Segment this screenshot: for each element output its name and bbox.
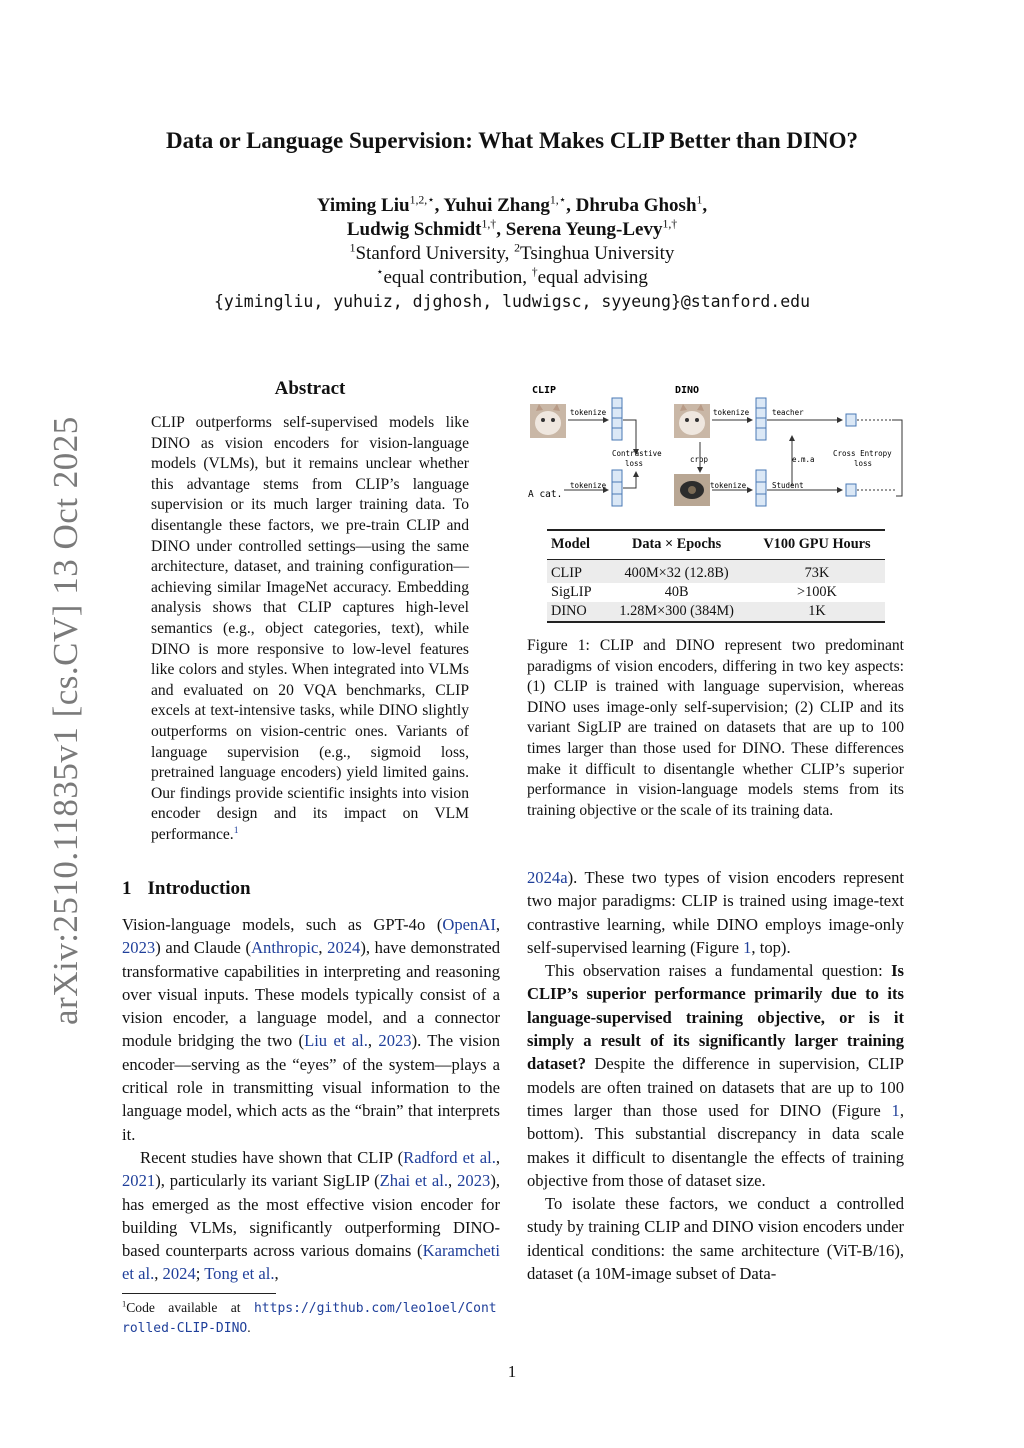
author-marks: 1,2,⋆ <box>409 193 435 207</box>
footnote-link[interactable]: 1 <box>233 824 239 836</box>
comparison-table <box>547 529 885 623</box>
citation-link[interactable]: 2023 <box>122 938 156 958</box>
student-tokens <box>756 470 766 506</box>
affil-mark: 2 <box>514 241 521 255</box>
text: ), have demonstrated transformative capabilities in interpreting and reasoning over visual inputs. These models typically consist of a vision encoder, a language model, and a connector module bridging the two ( <box>122 938 500 1051</box>
figure-ref-link[interactable]: 1 <box>891 1100 900 1120</box>
contrastive-label: Contrastive <box>612 449 662 458</box>
cross-entropy-label: Cross Entropy <box>833 449 892 458</box>
section-number: 1 <box>122 878 132 899</box>
table-row <box>547 583 885 602</box>
table-row <box>547 602 885 622</box>
table-header: Model <box>547 530 604 560</box>
text: Vision-language models, such as GPT-4o ( <box>122 915 443 934</box>
citation-link[interactable]: OpenAI <box>442 915 496 934</box>
footnote <box>122 1298 502 1338</box>
author-emails: {yimingliu, yuhuiz, djghosh, ludwigsc, syyeung}@stanford.edu <box>213 292 811 311</box>
table-cell: >100K <box>797 584 837 600</box>
citation-link[interactable]: Radford et al. <box>403 1147 496 1167</box>
text: , bottom). This substantial discrepancy in data scale makes it difficult to disentangle the effects of training objective from those of dataset size. <box>527 1100 904 1190</box>
page-number: 1 <box>507 1362 517 1381</box>
student-label: Student <box>772 481 804 490</box>
text: , top). <box>751 937 791 957</box>
separator: , <box>702 195 708 216</box>
cat-image <box>674 404 710 438</box>
abstract-text: CLIP outperforms self-supervised models like DINO as vision encoders for vision-language models (VLMs), but it remains unclear whether this advantage stems from CLIP’s language supervision or its much larger training data. To disentangle these factors, we pre-train CLIP and DINO under controlled settings—using the same architecture, dataset, and training configuration—achieving similar ImageNet accuracy. Embedding analysis shows that CLIP captures high-level semantics (e.g., object categories, text), while DINO is more responsive to low-level features like colors and styles. When integrated into VLMs and evaluated on 20 VQA benchmarks, CLIP excels at text-intensive tasks, while DINO slightly outperforms on vision-centric ones. Variants of language supervision (e.g., sigmoid loss, pretrained language encoders) yield limited gains. Our findings provide scientific insights into vision encoder design and its impact on VLM performance. <box>151 414 469 843</box>
research-question: Is CLIP’s superior performance primarily due to its language-supervised training objective, or is it simply a result of its significantly larger training dataset? <box>527 961 904 1074</box>
citation-link[interactable]: 2024 <box>162 1264 196 1284</box>
text: , <box>274 1264 279 1284</box>
figure-diagram <box>524 378 906 508</box>
text-embedding <box>612 470 622 506</box>
paragraph <box>122 913 500 1146</box>
text: ), particularly its variant SigLIP ( <box>155 1171 380 1191</box>
text: , <box>495 1147 500 1167</box>
ema-label: e.m.a <box>792 455 815 464</box>
text: This observation raises a fundamental question: <box>545 961 892 981</box>
text: ). The vision encoder—serving as the “eyes” of the system—plays a critical role in transmitting visual information to the language model, which acts as the “brain” that interprets it. <box>122 1031 500 1144</box>
citation-link[interactable]: Liu et al. <box>304 1031 368 1051</box>
code-url-link[interactable]: https://github.com/leo1oel/Controlled-CLIP-DINO <box>122 1301 497 1336</box>
paragraph <box>527 959 904 1192</box>
star-mark: ⋆ <box>376 265 384 279</box>
left-column-body <box>122 913 500 1286</box>
table-cell: 400M×32 (12.8B) <box>604 560 749 584</box>
table-cell: 40B <box>664 584 689 600</box>
cat-image <box>530 404 566 438</box>
institution: Tsinghua University <box>520 243 675 264</box>
table-cell: 1.28M×300 (384M) <box>604 602 749 622</box>
author-name: Dhruba Ghosh <box>575 195 697 216</box>
text: , <box>495 915 500 934</box>
text: ), has emerged as the most effective vision encoder for building VLMs, significantly outperforming DINO-based counterparts across various domains ( <box>122 1171 500 1261</box>
loss-label: loss <box>625 459 644 468</box>
text: ). These two types of vision encoders represent two major paradigms: CLIP is trained using image-text contrastive learning, while DINO employs image-only self-supervised learning (Figure <box>527 868 904 957</box>
text: , <box>154 1264 163 1284</box>
institution: Stanford University, <box>355 243 515 264</box>
cropped-eye-image <box>674 474 710 506</box>
note: equal contribution, <box>383 267 532 288</box>
section-title: Introduction <box>147 878 251 899</box>
abstract-heading: Abstract <box>274 378 346 399</box>
paragraph <box>527 866 904 959</box>
right-column-body <box>527 866 904 1285</box>
image-embedding <box>612 398 622 440</box>
separator: , <box>434 195 444 216</box>
footnote-text: Code available at <box>126 1300 254 1315</box>
citation-link[interactable]: 2024a <box>527 868 568 887</box>
note: equal advising <box>537 267 648 288</box>
tokenize-label: tokenize <box>713 408 750 417</box>
table-row <box>547 560 885 584</box>
author-marks: 1,† <box>481 217 497 231</box>
citation-link[interactable]: 2024 <box>327 938 361 958</box>
caption-sample: A cat. <box>528 489 563 500</box>
figure-caption: Figure 1: CLIP and DINO represent two predominant paradigms of vision encoders, differing in two key aspects: (1) CLIP is trained with language supervision, whereas DINO uses image-only self-supervision; (2) CLIP and its variant SigLIP are trained on datasets that are up to 100 times larger than those used for DINO. These differences make it difficult to disentangle whether CLIP’s superior performance in vision-language models stems from its training objective or the scale of its training data. <box>527 637 904 819</box>
author-name: Yiming Liu <box>316 195 410 216</box>
author-line-2 <box>0 219 1024 241</box>
citation-link[interactable]: 2023 <box>378 1031 412 1051</box>
text: . <box>247 1320 251 1335</box>
affiliations <box>0 243 1024 265</box>
figure-ref-link[interactable]: 1 <box>743 937 752 957</box>
section-heading <box>122 878 251 900</box>
text: ; <box>195 1264 205 1284</box>
separator: , <box>496 219 506 240</box>
text: , <box>448 1171 458 1191</box>
table-cell: 73K <box>749 560 885 584</box>
teacher-label: teacher <box>772 408 804 417</box>
arxiv-side-stamp: arXiv:2510.11835v1 [cs.CV] 13 Oct 2025 <box>46 416 85 1025</box>
author-marks: 1,⋆ <box>549 193 567 207</box>
citation-link[interactable]: Karamcheti et al. <box>122 1241 500 1284</box>
table-cell: DINO <box>547 602 604 622</box>
text: , <box>367 1031 379 1051</box>
loss-label: loss <box>854 459 873 468</box>
tokenize-label: tokenize <box>570 481 607 490</box>
tokenize-label: tokenize <box>570 408 607 417</box>
affil-mark: 1 <box>349 241 356 255</box>
paragraph <box>122 1146 500 1286</box>
citation-link[interactable]: Tong et al. <box>204 1264 275 1284</box>
table-cell: 1K <box>749 602 885 622</box>
table-header: V100 GPU Hours <box>749 530 885 560</box>
tokenize-label: tokenize <box>710 481 747 490</box>
abstract-body <box>151 413 469 845</box>
footnote-rule <box>122 1293 276 1294</box>
citation-link[interactable]: 2021 <box>122 1171 156 1191</box>
citation-link[interactable]: Zhai et al. <box>379 1171 449 1191</box>
author-name: Serena Yeung-Levy <box>505 219 663 240</box>
crop-label: crop <box>690 455 709 464</box>
dagger-mark: † <box>531 265 538 279</box>
text: ) and Claude ( <box>155 938 252 958</box>
separator: , <box>566 195 576 216</box>
dino-label: DINO <box>675 385 700 396</box>
text: , <box>318 938 328 958</box>
author-name: Yuhui Zhang <box>443 195 550 216</box>
author-name: Ludwig Schmidt <box>346 219 482 240</box>
table-cell: SigLIP <box>551 584 592 600</box>
table-cell: CLIP <box>547 560 604 584</box>
table-header: Data × Epochs <box>604 530 749 560</box>
teacher-output <box>846 414 856 426</box>
author-line-1 <box>0 195 1024 217</box>
student-output <box>846 484 856 496</box>
paper-title: Data or Language Supervision: What Makes CLIP Better than DINO? <box>166 128 858 153</box>
table-header-row <box>547 530 885 560</box>
citation-link[interactable]: 2023 <box>457 1171 491 1191</box>
teacher-tokens <box>756 398 766 440</box>
footnote-mark: 1 <box>122 1298 127 1309</box>
author-marks: 1 <box>696 193 703 207</box>
contribution-notes <box>0 267 1024 289</box>
citation-link[interactable]: Anthropic <box>251 938 319 958</box>
clip-label: CLIP <box>532 385 557 396</box>
text: Recent studies have shown that CLIP ( <box>140 1147 404 1167</box>
author-marks: 1,† <box>662 217 678 231</box>
text: Despite the difference in supervision, CLIP models are often trained on datasets that are up to 100 times larger than those used for DINO (Figure <box>527 1054 904 1120</box>
paragraph: To isolate these factors, we conduct a controlled study by training CLIP and DINO vision encoders under identical conditions: the same architecture (ViT-B/16), dataset (a 10M-image subset of Data- <box>527 1194 904 1284</box>
